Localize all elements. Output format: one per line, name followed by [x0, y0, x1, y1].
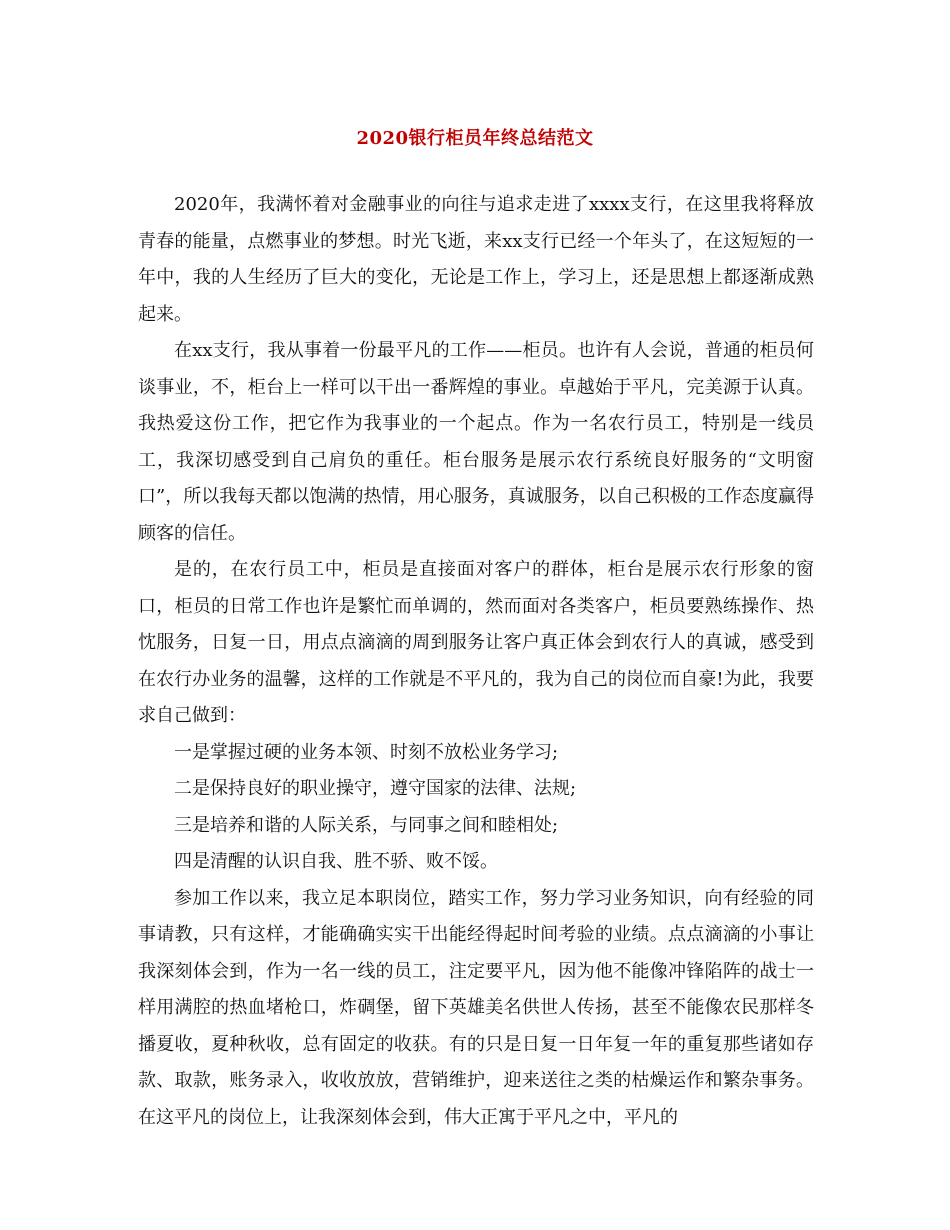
list-item-requirement-3: 三是培养和谐的人际关系，与同事之间和睦相处; — [174, 814, 559, 836]
list-item-requirement-4: 四是清醒的认识自我、胜不骄、败不馁。 — [174, 851, 498, 872]
list-item-requirement-1: 一是掌握过硬的业务本领、时刻不放松业务学习; — [174, 741, 559, 763]
list-item-requirement-2: 二是保持良好的职业操守，遵守国家的法律、法规; — [174, 778, 577, 799]
document-title: 2020银行柜员年终总结范文 — [356, 128, 594, 149]
paragraph-teller-role: 在xx支行，我从事着一份最平凡的工作——柜员。也许有人会说，普通的柜员何谈事业，不，柜台上一样可以干出一番辉煌的事业。卓越始于平凡，完美源于认真。我热爱这份工作，把它作为我事业的一个起点。作为一名农行员工，特别是一线员工，我深切感受到自己肩负的重任。柜台服务是展示农行系统良好服务的“文明窗口”，所以我每天都以饱满的热情，用心服务，真诚服务，以自己积极的工作态度赢得顾客的信任。 — [138, 340, 814, 544]
paragraph-teller-duties: 是的，在农行员工中，柜员是直接面对客户的群体，柜台是展示农行形象的窗口，柜员的日常工作也许是繁忙而单调的，然而面对各类客户，柜员要熟练操作、热忱服务，日复一日，用点点滴滴的周到服务让客户真正体会到农行人的真诚，感受到在农行办业务的温馨，这样的工作就是不平凡的，我为自己的岗位而自豪!为此，我要求自己做到： — [138, 559, 814, 726]
paragraph-work-experience: 参加工作以来，我立足本职岗位，踏实工作，努力学习业务知识，向有经验的同事请教，只有这样，才能确确实实干出能经得起时间考验的业绩。点点滴滴的小事让我深刻体会到，作为一名一线的员工，注定要平凡，因为他不能像冲锋陷阵的战士一样用满腔的热血堵枪口，炸碉堡，留下英雄美名供世人传扬，甚至不能像农民那样冬播夏收，夏种秋收，总有固定的收获。有的只是日复一日年复一年的重复那些诸如存款、取款，账务录入，收收放放，营销维护，迎来送往之类的枯燥运作和繁杂事务。在这平凡的岗位上，让我深刻体会到，伟大正寓于平凡之中，平凡的 — [138, 887, 814, 1128]
paragraph-intro: 2020年，我满怀着对金融事业的向往与追求走进了xxxx支行，在这里我将释放青春的能量，点燃事业的梦想。时光飞逝，来xx支行已经一个年头了，在这短短的一年中，我的人生经历了巨大的变化，无论是工作上，学习上，还是思想上都逐渐成熟起来。 — [138, 194, 814, 325]
document-body — [138, 187, 814, 1136]
